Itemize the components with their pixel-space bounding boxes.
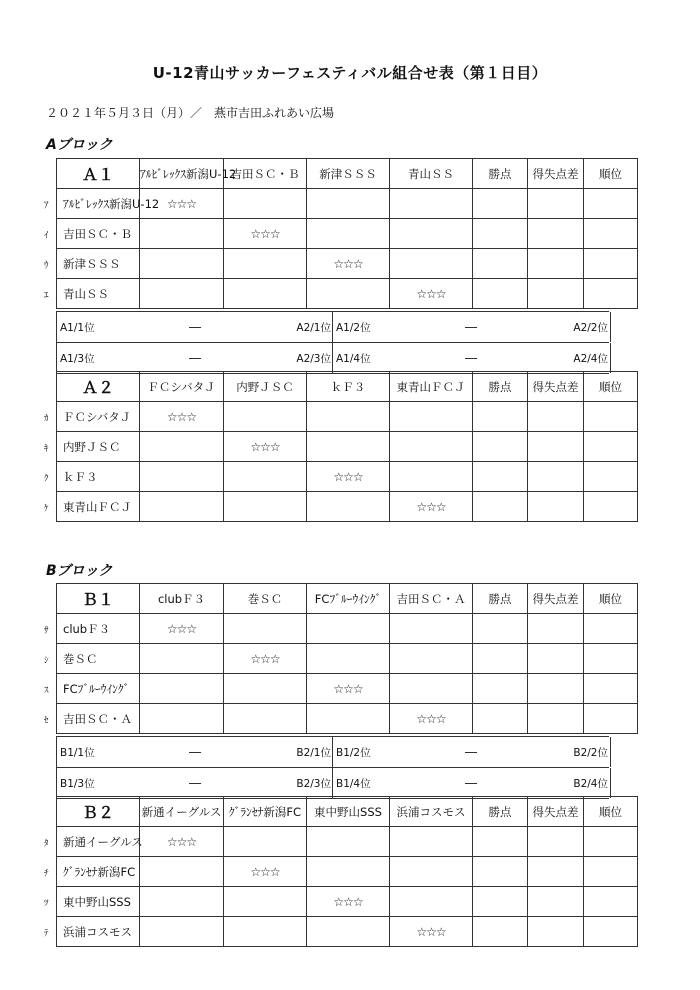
- team-header: 新通イーグルス: [140, 797, 224, 827]
- page-title: U-12青山サッカーフェスティバル組合せ表（第１日目）: [152, 64, 548, 82]
- row-tag: ｾ: [44, 716, 49, 726]
- match-away: B2/1位: [296, 747, 331, 759]
- stars-cell: ☆☆☆: [307, 249, 390, 279]
- team-name: 巻ＳＣ: [57, 644, 140, 674]
- match-cell: [332, 343, 611, 373]
- team-header: 青山ＳＳ: [390, 159, 473, 189]
- team-header: 巻ＳＣ: [224, 584, 307, 614]
- row-tag: ｷ: [44, 444, 49, 454]
- score-cell: [307, 432, 390, 462]
- stat-cell: [473, 644, 528, 674]
- stat-header: 順位: [584, 159, 638, 189]
- score-cell: [224, 674, 307, 704]
- row-tag: ﾂ: [44, 899, 49, 909]
- stat-cell: [584, 857, 638, 887]
- match-dash: ―: [465, 745, 477, 759]
- team-row: [57, 219, 638, 249]
- row-tag: ｻ: [44, 626, 49, 636]
- team-name: 新通イーグルス: [57, 827, 140, 857]
- stat-cell: [528, 644, 584, 674]
- team-row: [57, 432, 638, 462]
- team-name: FCﾌﾞﾙｰｳｲﾝｸﾞ: [57, 674, 140, 704]
- match-dash: ―: [189, 351, 201, 365]
- row-tag: ｸ: [44, 474, 49, 484]
- stat-cell: [584, 887, 638, 917]
- stars-cell: ☆☆☆: [307, 462, 390, 492]
- row-tag: ｳ: [44, 261, 49, 271]
- score-cell: [307, 857, 390, 887]
- stat-cell: [528, 857, 584, 887]
- stat-header: 得失点差: [528, 372, 584, 402]
- ranking-matches: [56, 736, 609, 799]
- stat-cell: [473, 857, 528, 887]
- score-cell: [390, 462, 473, 492]
- score-cell: [224, 189, 307, 219]
- row-tag: ｴ: [44, 291, 49, 301]
- team-name: ｋＦ３: [57, 462, 140, 492]
- score-cell: [140, 492, 224, 522]
- stat-cell: [473, 432, 528, 462]
- group-label: Ｂ２: [57, 797, 140, 827]
- team-header: FCﾌﾞﾙｰｳｲﾝｸﾞ: [307, 584, 390, 614]
- stat-header: 勝点: [473, 159, 528, 189]
- stat-cell: [584, 917, 638, 947]
- group-table: [56, 583, 638, 734]
- match-away: B2/3位: [296, 778, 331, 790]
- team-name: 東中野山SSS: [57, 887, 140, 917]
- stat-cell: [584, 189, 638, 219]
- team-name: ＦＣシバタＪ: [57, 402, 140, 432]
- stars-cell: ☆☆☆: [307, 674, 390, 704]
- stat-cell: [584, 614, 638, 644]
- stat-cell: [473, 827, 528, 857]
- score-cell: [224, 614, 307, 644]
- match-cell: [56, 737, 333, 767]
- team-header: 東青山ＦＣＪ: [390, 372, 473, 402]
- stat-cell: [528, 219, 584, 249]
- score-cell: [140, 249, 224, 279]
- stat-cell: [584, 432, 638, 462]
- team-row: [57, 827, 638, 857]
- stars-cell: ☆☆☆: [140, 827, 224, 857]
- match-away: B2/2位: [573, 747, 608, 759]
- stat-cell: [473, 674, 528, 704]
- score-cell: [307, 219, 390, 249]
- team-row: [57, 402, 638, 432]
- row-tag: ﾃ: [44, 929, 49, 939]
- team-row: [57, 249, 638, 279]
- stars-cell: ☆☆☆: [140, 189, 224, 219]
- stars-cell: ☆☆☆: [390, 704, 473, 734]
- header-row: [57, 584, 638, 614]
- team-name: clubＦ３: [57, 614, 140, 644]
- match-home: B1/3位: [60, 778, 95, 790]
- match-row: [56, 768, 609, 799]
- match-dash: ―: [465, 320, 477, 334]
- team-header: 吉田ＳＣ・Ａ: [390, 584, 473, 614]
- match-home: A1/4位: [336, 353, 371, 365]
- stat-cell: [528, 249, 584, 279]
- stat-header: 得失点差: [528, 797, 584, 827]
- stat-cell: [528, 887, 584, 917]
- team-header: 新津ＳＳＳ: [307, 159, 390, 189]
- team-name: ｸﾞﾗﾝｾﾅ新潟FC: [57, 857, 140, 887]
- score-cell: [140, 644, 224, 674]
- score-cell: [307, 614, 390, 644]
- row-tag: ｽ: [44, 686, 49, 696]
- match-away: A2/1位: [296, 322, 331, 334]
- stars-cell: ☆☆☆: [224, 857, 307, 887]
- team-header: 浜浦コスモス: [390, 797, 473, 827]
- score-cell: [140, 432, 224, 462]
- match-dash: ―: [465, 776, 477, 790]
- score-cell: [307, 279, 390, 309]
- stars-cell: ☆☆☆: [390, 492, 473, 522]
- score-cell: [140, 917, 224, 947]
- stars-cell: ☆☆☆: [140, 614, 224, 644]
- stat-header: 得失点差: [528, 159, 584, 189]
- score-cell: [140, 857, 224, 887]
- team-header: 内野ＪＳＣ: [224, 372, 307, 402]
- score-cell: [140, 219, 224, 249]
- score-cell: [224, 462, 307, 492]
- stat-header: 順位: [584, 797, 638, 827]
- stat-cell: [528, 402, 584, 432]
- stat-cell: [473, 249, 528, 279]
- team-header: ｸﾞﾗﾝｾﾅ新潟FC: [224, 797, 307, 827]
- score-cell: [307, 917, 390, 947]
- team-name: 青山ＳＳ: [57, 279, 140, 309]
- match-home: B1/4位: [336, 778, 371, 790]
- team-row: [57, 644, 638, 674]
- score-cell: [140, 279, 224, 309]
- stat-cell: [473, 887, 528, 917]
- ranking-matches: [56, 311, 609, 374]
- stat-cell: [473, 492, 528, 522]
- team-header: ｋＦ３: [307, 372, 390, 402]
- score-cell: [307, 704, 390, 734]
- team-row: [57, 462, 638, 492]
- stat-cell: [473, 279, 528, 309]
- score-cell: [390, 219, 473, 249]
- team-header: 東中野山SSS: [307, 797, 390, 827]
- stat-cell: [528, 462, 584, 492]
- team-name: 新津ＳＳＳ: [57, 249, 140, 279]
- stat-cell: [528, 827, 584, 857]
- team-name: 吉田ＳＣ・Ａ: [57, 704, 140, 734]
- stat-cell: [528, 189, 584, 219]
- score-cell: [224, 402, 307, 432]
- team-row: [57, 189, 638, 219]
- group-label: Ｂ１: [57, 584, 140, 614]
- stat-header: 順位: [584, 372, 638, 402]
- stat-cell: [528, 279, 584, 309]
- score-cell: [390, 857, 473, 887]
- match-cell: [56, 343, 333, 373]
- stars-cell: ☆☆☆: [224, 432, 307, 462]
- team-name: ｱﾙﾋﾞﾚｯｸｽ新潟U-12: [57, 189, 140, 219]
- row-tag: ｶ: [44, 414, 49, 424]
- stars-cell: ☆☆☆: [390, 917, 473, 947]
- stat-cell: [473, 402, 528, 432]
- header-row: [57, 797, 638, 827]
- team-row: [57, 857, 638, 887]
- team-name: 内野ＪＳＣ: [57, 432, 140, 462]
- team-header: clubＦ３: [140, 584, 224, 614]
- match-row: [56, 736, 609, 768]
- match-away: A2/2位: [573, 322, 608, 334]
- stat-header: 順位: [584, 584, 638, 614]
- stat-cell: [473, 462, 528, 492]
- date-venue: ２０２１年５月３日（月）／ 燕市吉田ふれあい広場: [46, 106, 335, 120]
- stat-cell: [584, 279, 638, 309]
- score-cell: [307, 492, 390, 522]
- match-cell: [56, 768, 333, 798]
- score-cell: [140, 887, 224, 917]
- row-tag: ﾁ: [44, 869, 49, 879]
- row-tag: ｲ: [44, 231, 49, 241]
- stat-header: 得失点差: [528, 584, 584, 614]
- group-label: Ａ１: [57, 159, 140, 189]
- stars-cell: ☆☆☆: [224, 644, 307, 674]
- stat-cell: [584, 827, 638, 857]
- team-name: 吉田ＳＣ・Ｂ: [57, 219, 140, 249]
- score-cell: [224, 917, 307, 947]
- stat-cell: [584, 462, 638, 492]
- team-row: [57, 614, 638, 644]
- stat-header: 勝点: [473, 797, 528, 827]
- stat-cell: [473, 614, 528, 644]
- team-name: 浜浦コスモス: [57, 917, 140, 947]
- team-header: 吉田ＳＣ・Ｂ: [224, 159, 307, 189]
- team-row: [57, 492, 638, 522]
- stars-cell: ☆☆☆: [307, 887, 390, 917]
- header-row: [57, 372, 638, 402]
- stat-header: 勝点: [473, 372, 528, 402]
- score-cell: [307, 402, 390, 432]
- match-home: B1/2位: [336, 747, 371, 759]
- team-row: [57, 917, 638, 947]
- match-cell: [332, 737, 611, 767]
- score-cell: [307, 644, 390, 674]
- stat-header: 勝点: [473, 584, 528, 614]
- score-cell: [390, 827, 473, 857]
- stat-cell: [584, 644, 638, 674]
- row-tag: ｱ: [44, 201, 49, 211]
- score-cell: [224, 279, 307, 309]
- stat-cell: [584, 219, 638, 249]
- stat-cell: [528, 432, 584, 462]
- match-home: A1/3位: [60, 353, 95, 365]
- stat-cell: [528, 917, 584, 947]
- stat-cell: [584, 402, 638, 432]
- match-cell: [56, 312, 333, 342]
- match-dash: ―: [189, 320, 201, 334]
- stat-cell: [528, 674, 584, 704]
- score-cell: [390, 432, 473, 462]
- score-cell: [140, 462, 224, 492]
- score-cell: [224, 492, 307, 522]
- stat-cell: [584, 249, 638, 279]
- row-tag: ｼ: [44, 656, 49, 666]
- block-a-title: Aブロック: [46, 137, 113, 153]
- score-cell: [307, 827, 390, 857]
- score-cell: [390, 887, 473, 917]
- stat-cell: [528, 492, 584, 522]
- stat-cell: [473, 917, 528, 947]
- stat-cell: [473, 704, 528, 734]
- stars-cell: ☆☆☆: [390, 279, 473, 309]
- stat-cell: [528, 614, 584, 644]
- match-row: [56, 311, 609, 343]
- score-cell: [140, 674, 224, 704]
- match-away: A2/3位: [296, 353, 331, 365]
- header-row: [57, 159, 638, 189]
- score-cell: [390, 189, 473, 219]
- match-away: A2/4位: [573, 353, 608, 365]
- score-cell: [390, 402, 473, 432]
- stat-cell: [473, 219, 528, 249]
- stat-cell: [528, 704, 584, 734]
- score-cell: [390, 249, 473, 279]
- team-row: [57, 887, 638, 917]
- score-cell: [224, 704, 307, 734]
- stars-cell: ☆☆☆: [224, 219, 307, 249]
- team-row: [57, 674, 638, 704]
- group-label: Ａ２: [57, 372, 140, 402]
- row-tag: ﾀ: [44, 839, 49, 849]
- team-row: [57, 279, 638, 309]
- match-away: B2/4位: [573, 778, 608, 790]
- block-b-title: Bブロック: [46, 563, 113, 579]
- stars-cell: ☆☆☆: [140, 402, 224, 432]
- score-cell: [307, 189, 390, 219]
- match-home: A1/2位: [336, 322, 371, 334]
- match-home: B1/1位: [60, 747, 95, 759]
- team-name: 東青山ＦＣＪ: [57, 492, 140, 522]
- team-header: ＦＣシバタＪ: [140, 372, 224, 402]
- stat-cell: [584, 492, 638, 522]
- score-cell: [224, 249, 307, 279]
- match-cell: [332, 768, 611, 798]
- score-cell: [224, 887, 307, 917]
- team-header: ｱﾙﾋﾞﾚｯｸｽ新潟U-12: [140, 159, 224, 189]
- match-home: A1/1位: [60, 322, 95, 334]
- match-dash: ―: [189, 745, 201, 759]
- score-cell: [390, 614, 473, 644]
- group-table: [56, 371, 638, 522]
- team-row: [57, 704, 638, 734]
- score-cell: [140, 704, 224, 734]
- match-cell: [332, 312, 611, 342]
- stat-cell: [584, 704, 638, 734]
- group-table: [56, 796, 638, 947]
- row-tag: ｹ: [44, 504, 49, 514]
- score-cell: [224, 827, 307, 857]
- group-table: [56, 158, 638, 309]
- match-row: [56, 343, 609, 374]
- stat-cell: [584, 674, 638, 704]
- match-dash: ―: [465, 351, 477, 365]
- match-dash: ―: [189, 776, 201, 790]
- score-cell: [390, 674, 473, 704]
- score-cell: [390, 644, 473, 674]
- stat-cell: [473, 189, 528, 219]
